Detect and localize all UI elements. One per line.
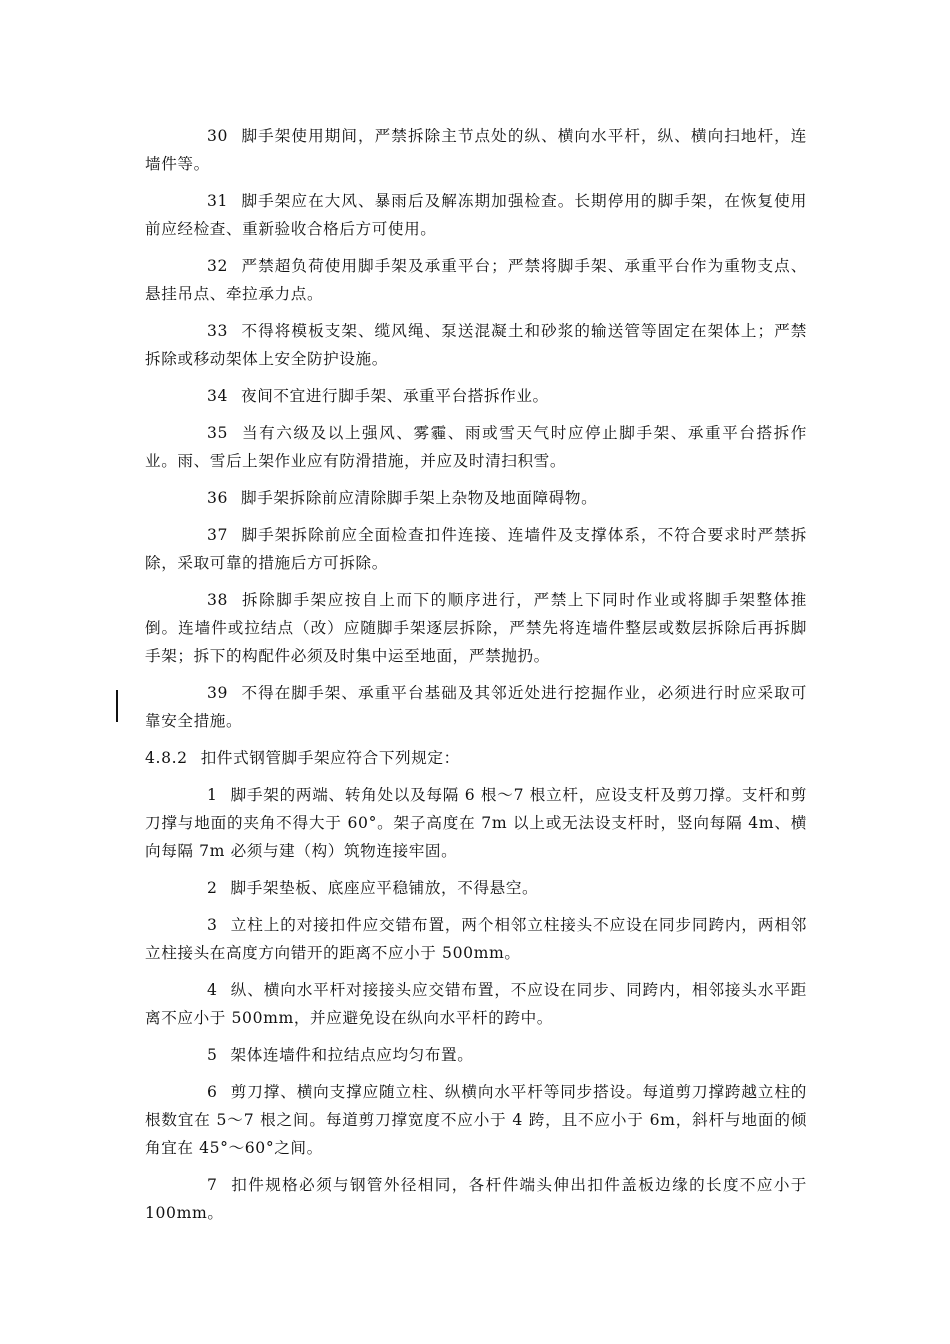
clause-text: 脚手架拆除前应清除脚手架上杂物及地面障碍物。: [241, 489, 598, 507]
item-7: [145, 1171, 807, 1227]
item-3: [145, 911, 807, 967]
clause-number: 36: [207, 489, 229, 507]
item-1: [145, 781, 807, 865]
clause-number: 30: [207, 127, 229, 145]
clause-number: 35: [207, 424, 229, 442]
clause-36: [145, 484, 807, 512]
item-number: 6: [207, 1083, 218, 1101]
item-number: 5: [207, 1046, 218, 1064]
clause-31: [145, 187, 807, 243]
clause-39: [145, 679, 807, 735]
clause-number: 37: [207, 526, 229, 544]
clause-text: 不得在脚手架、承重平台基础及其邻近处进行挖掘作业，必须进行时应采取可靠安全措施。: [145, 684, 807, 730]
section-heading-4-8-2: [145, 744, 807, 772]
clause-number: 31: [207, 192, 229, 210]
clause-text: 拆除脚手架应按自上而下的顺序进行，严禁上下同时作业或将脚手架整体推倒。连墙件或拉结点（改）应随脚手架逐层拆除，严禁先将连墙件整层或数层拆除后再拆脚手架；拆下的构配件必须及时集中运至地面，严禁抛扔。: [145, 591, 807, 665]
clause-number: 39: [207, 684, 229, 702]
clause-text: 当有六级及以上强风、雾霾、雨或雪天气时应停止脚手架、承重平台搭拆作业。雨、雪后上架作业应有防滑措施，并应及时清扫积雪。: [145, 424, 807, 470]
item-text: 立柱上的对接扣件应交错布置，两个相邻立柱接头不应设在同步同跨内，两相邻立柱接头在高度方向错开的距离不应小于 500mm。: [145, 916, 807, 962]
section-title: 扣件式钢管脚手架应符合下列规定：: [200, 749, 460, 767]
item-number: 4: [207, 981, 218, 999]
item-text: 脚手架垫板、底座应平稳铺放，不得悬空。: [230, 879, 539, 897]
clause-34: [145, 382, 807, 410]
clause-37: [145, 521, 807, 577]
item-text: 扣件规格必须与钢管外径相同，各杆件端头伸出扣件盖板边缘的长度不应小于 100mm。: [145, 1176, 807, 1222]
clause-number: 33: [207, 322, 229, 340]
item-2: [145, 874, 807, 902]
clause-number: 32: [207, 257, 229, 275]
section-number: 4.8.2: [145, 749, 188, 767]
clause-text: 不得将模板支架、缆风绳、泵送混凝土和砂浆的输送管等固定在架体上；严禁拆除或移动架体上安全防护设施。: [145, 322, 807, 368]
item-number: 1: [207, 786, 218, 804]
clause-text: 夜间不宜进行脚手架、承重平台搭拆作业。: [241, 387, 549, 405]
item-6: [145, 1078, 807, 1162]
body-text: [145, 122, 807, 1236]
item-5: [145, 1041, 807, 1069]
clause-number: 38: [207, 591, 229, 609]
item-text: 架体连墙件和拉结点应均匀布置。: [230, 1046, 474, 1064]
clause-33: [145, 317, 807, 373]
clause-32: [145, 252, 807, 308]
item-text: 剪刀撑、横向支撑应随立柱、纵横向水平杆等同步搭设。每道剪刀撑跨越立柱的根数宜在 5～7 根之间。每道剪刀撑宽度不应小于 4 跨，且不应小于 6m，斜杆与地面的倾角宜在 45°～60°之间。: [145, 1083, 807, 1157]
clause-text: 脚手架应在大风、暴雨后及解冻期加强检查。长期停用的脚手架，在恢复使用前应经检查、重新验收合格后方可使用。: [145, 192, 807, 238]
item-text: 纵、横向水平杆对接接头应交错布置，不应设在同步、同跨内，相邻接头水平距离不应小于 500mm，并应避免设在纵向水平杆的跨中。: [145, 981, 807, 1027]
item-4: [145, 976, 807, 1032]
clause-text: 脚手架使用期间，严禁拆除主节点处的纵、横向水平杆，纵、横向扫地杆，连墙件等。: [145, 127, 807, 173]
item-text: 脚手架的两端、转角处以及每隔 6 根～7 根立杆，应设支杆及剪刀撑。支杆和剪刀撑与地面的夹角不得大于 60°。架子高度在 7m 以上或无法设支杆时，竖向每隔 4m、横向每隔 7m 必须与建（构）筑物连接牢固。: [145, 786, 807, 860]
clause-35: [145, 419, 807, 475]
item-number: 3: [207, 916, 218, 934]
clause-text: 脚手架拆除前应全面检查扣件连接、连墙件及支撑体系，不符合要求时严禁拆除，采取可靠的措施后方可拆除。: [145, 526, 807, 572]
clause-number: 34: [207, 387, 229, 405]
clause-30: [145, 122, 807, 178]
revision-bar: [116, 690, 118, 722]
clause-text: 严禁超负荷使用脚手架及承重平台；严禁将脚手架、承重平台作为重物支点、悬挂吊点、牵拉承力点。: [145, 257, 807, 303]
item-number: 7: [207, 1176, 218, 1194]
clause-38: [145, 586, 807, 670]
item-number: 2: [207, 879, 218, 897]
